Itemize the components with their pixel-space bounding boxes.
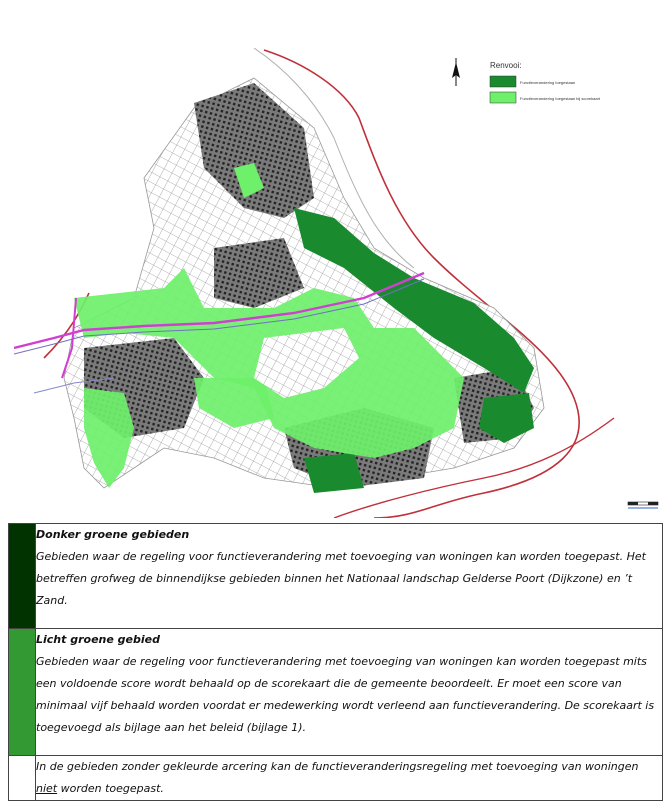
legend-text-before: In de gebieden zonder gekleurde arcering kan de functieveranderingsregeling met toevoeging van woningen	[36, 760, 639, 773]
legend-table	[8, 523, 663, 801]
legend-row-dark-green	[9, 524, 663, 629]
legend-swatch-dark	[490, 76, 516, 87]
legend-description	[36, 629, 663, 756]
legend-heading: Licht groene gebied	[36, 633, 160, 646]
legend-row-no-color	[9, 756, 663, 801]
legend-text-after: worden toegepast.	[57, 782, 164, 795]
legend-description	[36, 756, 663, 801]
map-legend	[490, 61, 601, 103]
legend-text-underlined: niet	[36, 782, 58, 795]
legend-text: Gebieden waar de regeling voor functieverandering met toevoeging van woningen kan worden toegepast mits een voldoende score wordt behaald op de scorekaart die de gemeente beoordeelt. Er moet een score van minimaal vijf behaald worden voordat er medewerking wordt verleend aan functieverandering. De scorekaart is toegevoegd als bijlage aan het beleid (bijlage 1).	[36, 655, 655, 734]
scale-bar	[628, 502, 658, 508]
legend-row-light-green	[9, 629, 663, 756]
legend-item-light: Functieverandering toegestaan bij scorekaart	[520, 96, 601, 101]
map	[14, 48, 664, 518]
legend-title: Renvooi:	[490, 61, 522, 70]
legend-text: Gebieden waar de regeling voor functieverandering met toevoeging van woningen kan worden toegepast. Het betreffen grofweg de binnendijkse gebieden binnen het Nationaal landschap Gelderse Poort (Dijkzone) en ’t Zand.	[36, 550, 646, 607]
swatch-none	[9, 756, 36, 801]
legend-item-dark: Functieverandering toegestaan	[520, 80, 576, 85]
swatch-light-green	[9, 629, 36, 756]
legend-heading: Donker groene gebieden	[36, 528, 190, 541]
legend-description	[36, 524, 663, 629]
swatch-dark-green	[9, 524, 36, 629]
north-arrow-icon	[452, 58, 460, 86]
dark-green-zone	[304, 453, 364, 493]
legend-swatch-light	[490, 92, 516, 103]
